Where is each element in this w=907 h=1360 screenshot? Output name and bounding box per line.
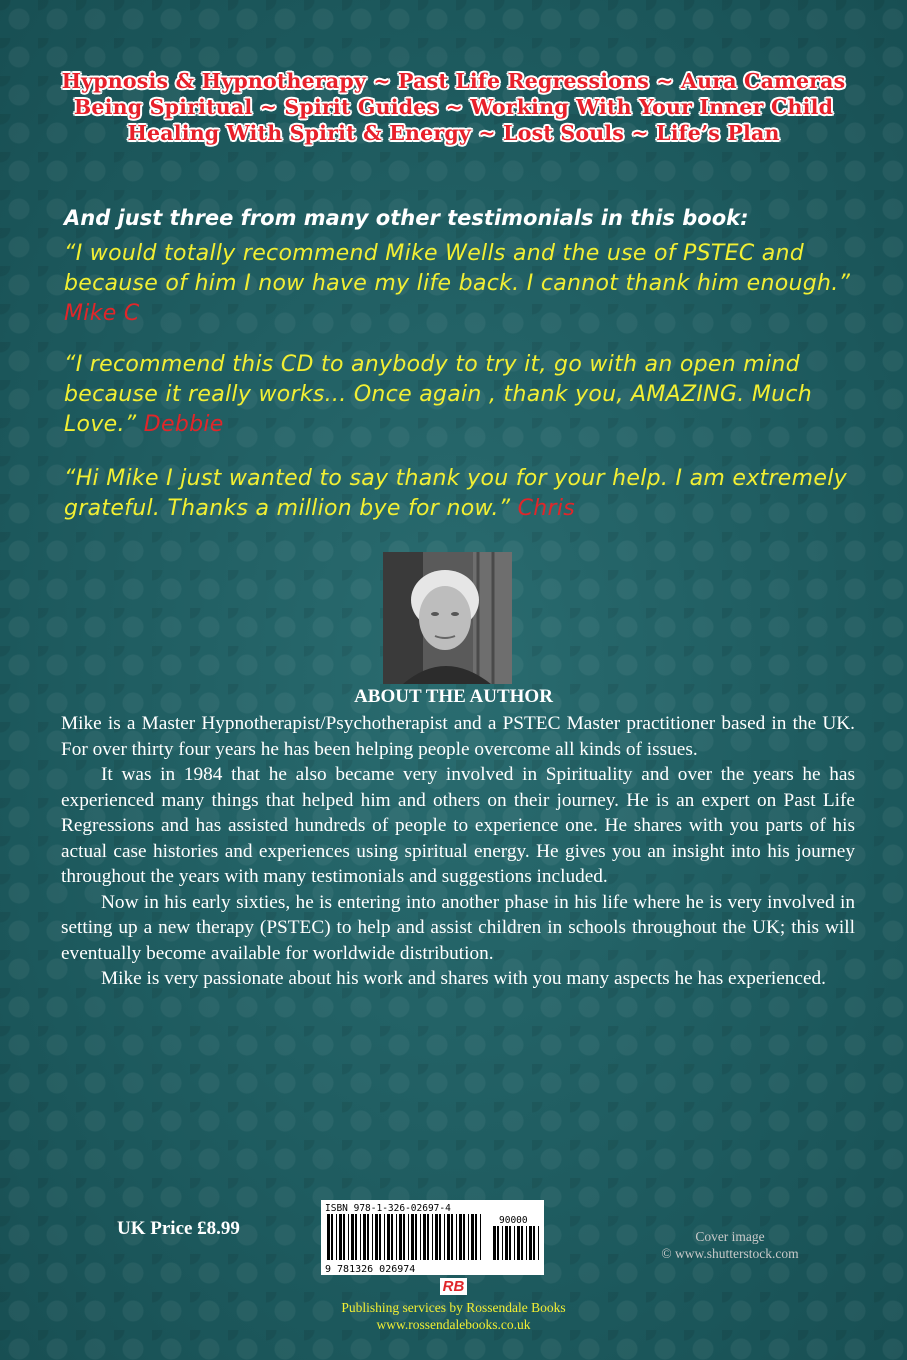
barcode-bar <box>336 1214 337 1260</box>
publisher-line: Publishing services by Rossendale Books <box>341 1300 566 1315</box>
cover-credit <box>620 1228 840 1262</box>
barcode-bar <box>538 1226 539 1260</box>
barcode-bar <box>339 1214 342 1260</box>
topic-line: Healing With Spirit & Energy ~ Lost Souls ~ Life’s Plan <box>127 121 780 145</box>
barcode-bar <box>439 1214 441 1260</box>
testimonial-quote: “I recommend this CD to anybody to try it, go with an open mind because it really works... Once again , thank you, AMAZING. Much Love.” <box>64 352 812 437</box>
barcode-bar <box>408 1214 409 1260</box>
testimonial <box>64 464 854 524</box>
barcode-bar <box>502 1226 503 1260</box>
barcode-bar <box>411 1214 414 1260</box>
barcode-bar <box>384 1214 385 1260</box>
barcode-bar <box>526 1226 527 1260</box>
barcode-bar <box>517 1226 520 1260</box>
barcode-bar <box>456 1214 457 1260</box>
price-code: 90000 <box>499 1215 528 1226</box>
topic-line: Being Spiritual ~ Spirit Guides ~ Working With Your Inner Child <box>73 95 834 119</box>
barcode-bar <box>451 1214 453 1260</box>
barcode-bar <box>514 1226 515 1260</box>
author-photo <box>383 552 512 684</box>
barcode-bar <box>533 1226 535 1260</box>
barcode-bar <box>432 1214 433 1260</box>
barcode-bar <box>427 1214 429 1260</box>
testimonial <box>64 350 854 440</box>
cover-credit-line: © www.shutterstock.com <box>661 1246 799 1261</box>
publisher-url: www.rossendalebooks.co.uk <box>376 1317 531 1332</box>
barcode-bar <box>387 1214 390 1260</box>
publisher-info <box>0 1299 907 1333</box>
testimonial-author: Chris <box>517 496 576 521</box>
barcode-bar <box>459 1214 462 1260</box>
barcode-bar <box>360 1214 361 1260</box>
testimonials-intro: And just three from many other testimonials in this book: <box>64 206 749 230</box>
testimonial-quote: “Hi Mike I just wanted to say thank you for your help. I am extremely grateful. Thanks a million bye for now.” <box>64 466 847 521</box>
barcode-bar <box>435 1214 438 1260</box>
barcode-bar <box>493 1226 496 1260</box>
barcode-bar <box>391 1214 393 1260</box>
barcode-bar <box>348 1214 349 1260</box>
rossendale-logo <box>0 1278 907 1295</box>
barcode-bar <box>343 1214 345 1260</box>
testimonial-author: Mike C <box>64 301 140 326</box>
barcode-bar <box>399 1214 402 1260</box>
bio-paragraph: Now in his early sixties, he is entering into another phase in his life where he is very involved in setting up a new therapy (PSTEC) to help and assist children in schools throughout the UK; this will eventually become available for worldwide distribution. <box>61 891 855 964</box>
barcode-addon-bars <box>493 1226 539 1260</box>
isbn-label: ISBN 978-1-326-02697-4 <box>325 1203 451 1214</box>
barcode-bar <box>471 1214 474 1260</box>
bio-paragraph: It was in 1984 that he also became very involved in Spirituality and over the years he has experienced many things that helped him and others on their journey. He is an expert on Past Life Regressions and has assisted hundreds of people to experience one. He shares with you parts of his actual case histories and experiences using spiritual energy. He gives you an insight into his journey throughout the years with many testimonials and suggestions included. <box>61 764 855 887</box>
barcode-bar <box>367 1214 369 1260</box>
barcode-bar <box>379 1214 381 1260</box>
cover-credit-line: Cover image <box>695 1229 765 1244</box>
price-label: UK Price £8.99 <box>117 1218 240 1239</box>
barcode-bar <box>327 1214 330 1260</box>
barcode-bar <box>420 1214 421 1260</box>
barcode-bar <box>529 1226 532 1260</box>
rb-logo-text: RB <box>440 1278 468 1295</box>
barcode-bars <box>327 1214 481 1260</box>
testimonial-author: Debbie <box>143 412 224 437</box>
bio-paragraph: Mike is a Master Hypnotherapist/Psychotherapist and a PSTEC Master practitioner based in the UK. For over thirty four years he has been helping people overcome all kinds of issues. <box>61 713 855 760</box>
barcode-bar <box>505 1226 508 1260</box>
barcode-bar <box>497 1226 499 1260</box>
topic-line: Hypnosis & Hypnotherapy ~ Past Life Regressions ~ Aura Cameras <box>61 69 846 93</box>
barcode-bar <box>396 1214 397 1260</box>
author-bio <box>61 711 855 992</box>
barcode-bar <box>355 1214 357 1260</box>
barcode-bar <box>375 1214 378 1260</box>
barcode-bar <box>331 1214 333 1260</box>
barcode-bar <box>444 1214 445 1260</box>
barcode-bar <box>475 1214 477 1260</box>
barcode-bar <box>480 1214 481 1260</box>
barcode-bar <box>447 1214 450 1260</box>
barcode-bar <box>468 1214 469 1260</box>
testimonial <box>64 239 854 329</box>
barcode-bar <box>351 1214 354 1260</box>
isbn-barcode <box>321 1200 544 1275</box>
barcode-bar <box>363 1214 366 1260</box>
barcode-bar <box>463 1214 465 1260</box>
topics-list <box>0 68 907 146</box>
bio-paragraph: Mike is very passionate about his work and shares with you many aspects he has experienced. <box>101 968 826 989</box>
about-author-heading: ABOUT THE AUTHOR <box>354 686 553 707</box>
barcode-bar <box>521 1226 523 1260</box>
barcode-bar <box>423 1214 426 1260</box>
barcode-digits: 9 781326 026974 <box>325 1264 416 1275</box>
barcode-bar <box>403 1214 405 1260</box>
testimonial-quote: “I would totally recommend Mike Wells and the use of PSTEC and because of him I now have my life back. I cannot thank him enough.” <box>64 241 851 296</box>
barcode-bar <box>509 1226 511 1260</box>
barcode-bar <box>415 1214 417 1260</box>
barcode-bar <box>372 1214 373 1260</box>
